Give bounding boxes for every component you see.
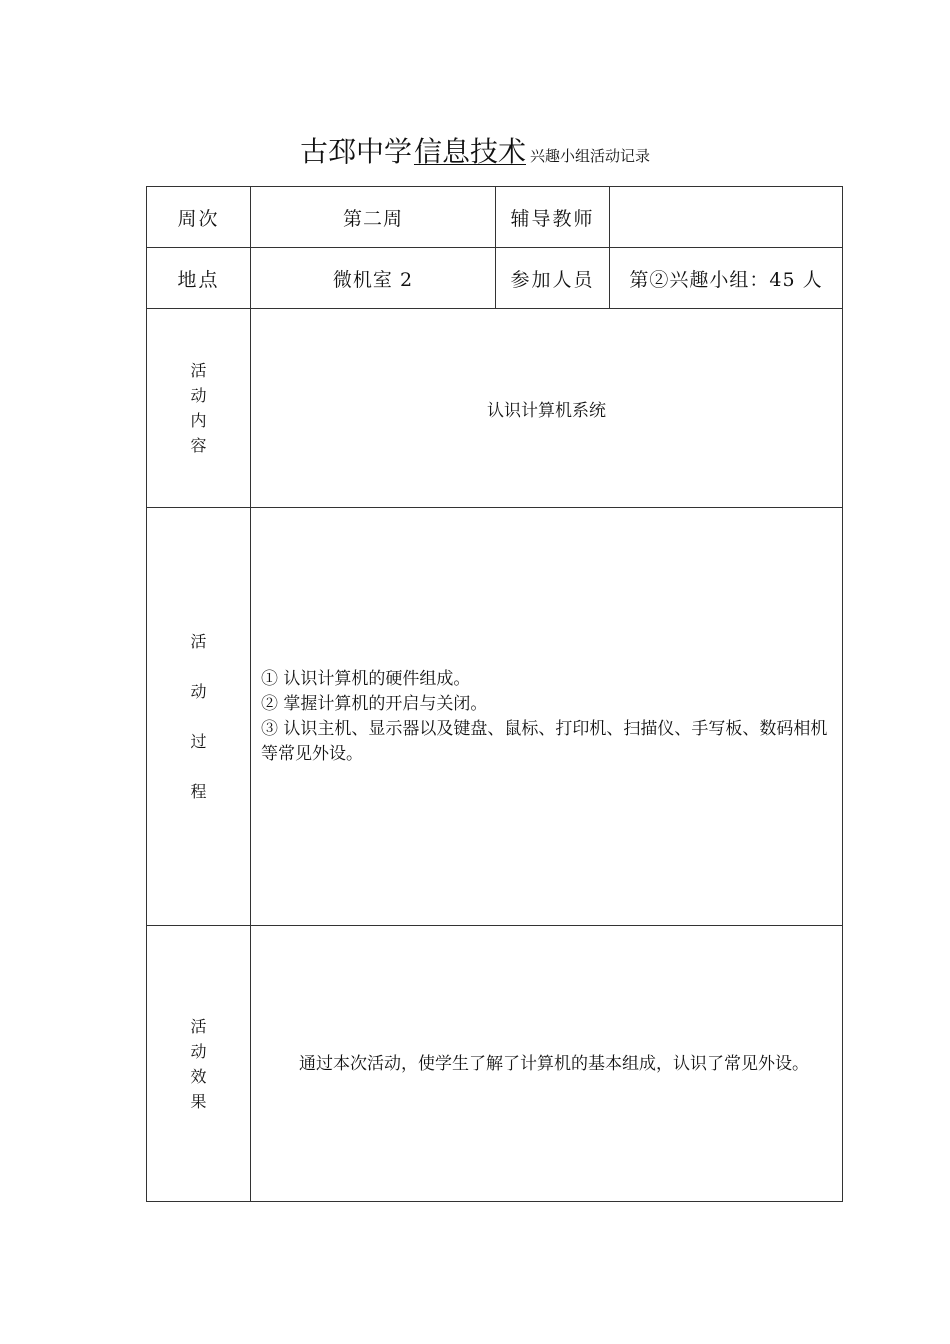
participants-label: 参加人员 bbox=[496, 248, 610, 309]
week-value: 第二周 bbox=[251, 187, 496, 248]
process-label-char: 动 bbox=[190, 681, 207, 701]
effect-row bbox=[147, 926, 843, 1202]
location-value: 微机室 2 bbox=[251, 248, 496, 309]
process-item: ③ 认识主机、显示器以及键盘、鼠标、打印机、扫描仪、手写板、数码相机等常见外设。 bbox=[261, 718, 828, 764]
process-label bbox=[147, 508, 251, 926]
effect-label-char: 动 bbox=[190, 1041, 207, 1061]
participants-value: 第②兴趣小组：45 人 bbox=[610, 248, 843, 309]
process-label-char: 程 bbox=[190, 781, 207, 801]
activity-record-table bbox=[146, 186, 843, 1202]
content-row bbox=[147, 309, 843, 508]
content-label-char: 动 bbox=[190, 386, 207, 405]
process-row bbox=[147, 508, 843, 926]
effect-label-char: 果 bbox=[190, 1091, 207, 1111]
effect-label-char: 效 bbox=[190, 1066, 207, 1086]
process-item: ① 认识计算机的硬件组成。 bbox=[261, 668, 471, 689]
teacher-value bbox=[610, 187, 843, 248]
week-row bbox=[147, 187, 843, 248]
content-label-char: 内 bbox=[190, 411, 207, 430]
title-suffix: 兴趣小组活动记录 bbox=[530, 147, 651, 165]
content-label bbox=[147, 309, 251, 508]
subject-name: 信息技术 bbox=[413, 135, 526, 168]
process-label-char: 过 bbox=[190, 731, 207, 751]
week-label: 周次 bbox=[147, 187, 251, 248]
process-item: ② 掌握计算机的开启与关闭。 bbox=[261, 693, 488, 714]
content-value: 认识计算机系统 bbox=[251, 309, 843, 508]
effect-content: 通过本次活动，使学生了解了计算机的基本组成，认识了常见外设。 bbox=[251, 926, 843, 1202]
process-content bbox=[251, 508, 843, 926]
content-label-char: 容 bbox=[190, 436, 207, 455]
document-title bbox=[0, 130, 950, 170]
location-label: 地点 bbox=[147, 248, 251, 309]
location-row bbox=[147, 248, 843, 309]
school-name: 古邳中学 bbox=[299, 135, 412, 168]
effect-label-char: 活 bbox=[190, 1016, 207, 1036]
effect-label bbox=[147, 926, 251, 1202]
teacher-label: 辅导教师 bbox=[496, 187, 610, 248]
process-label-char: 活 bbox=[190, 631, 207, 651]
content-label-char: 活 bbox=[190, 361, 207, 380]
